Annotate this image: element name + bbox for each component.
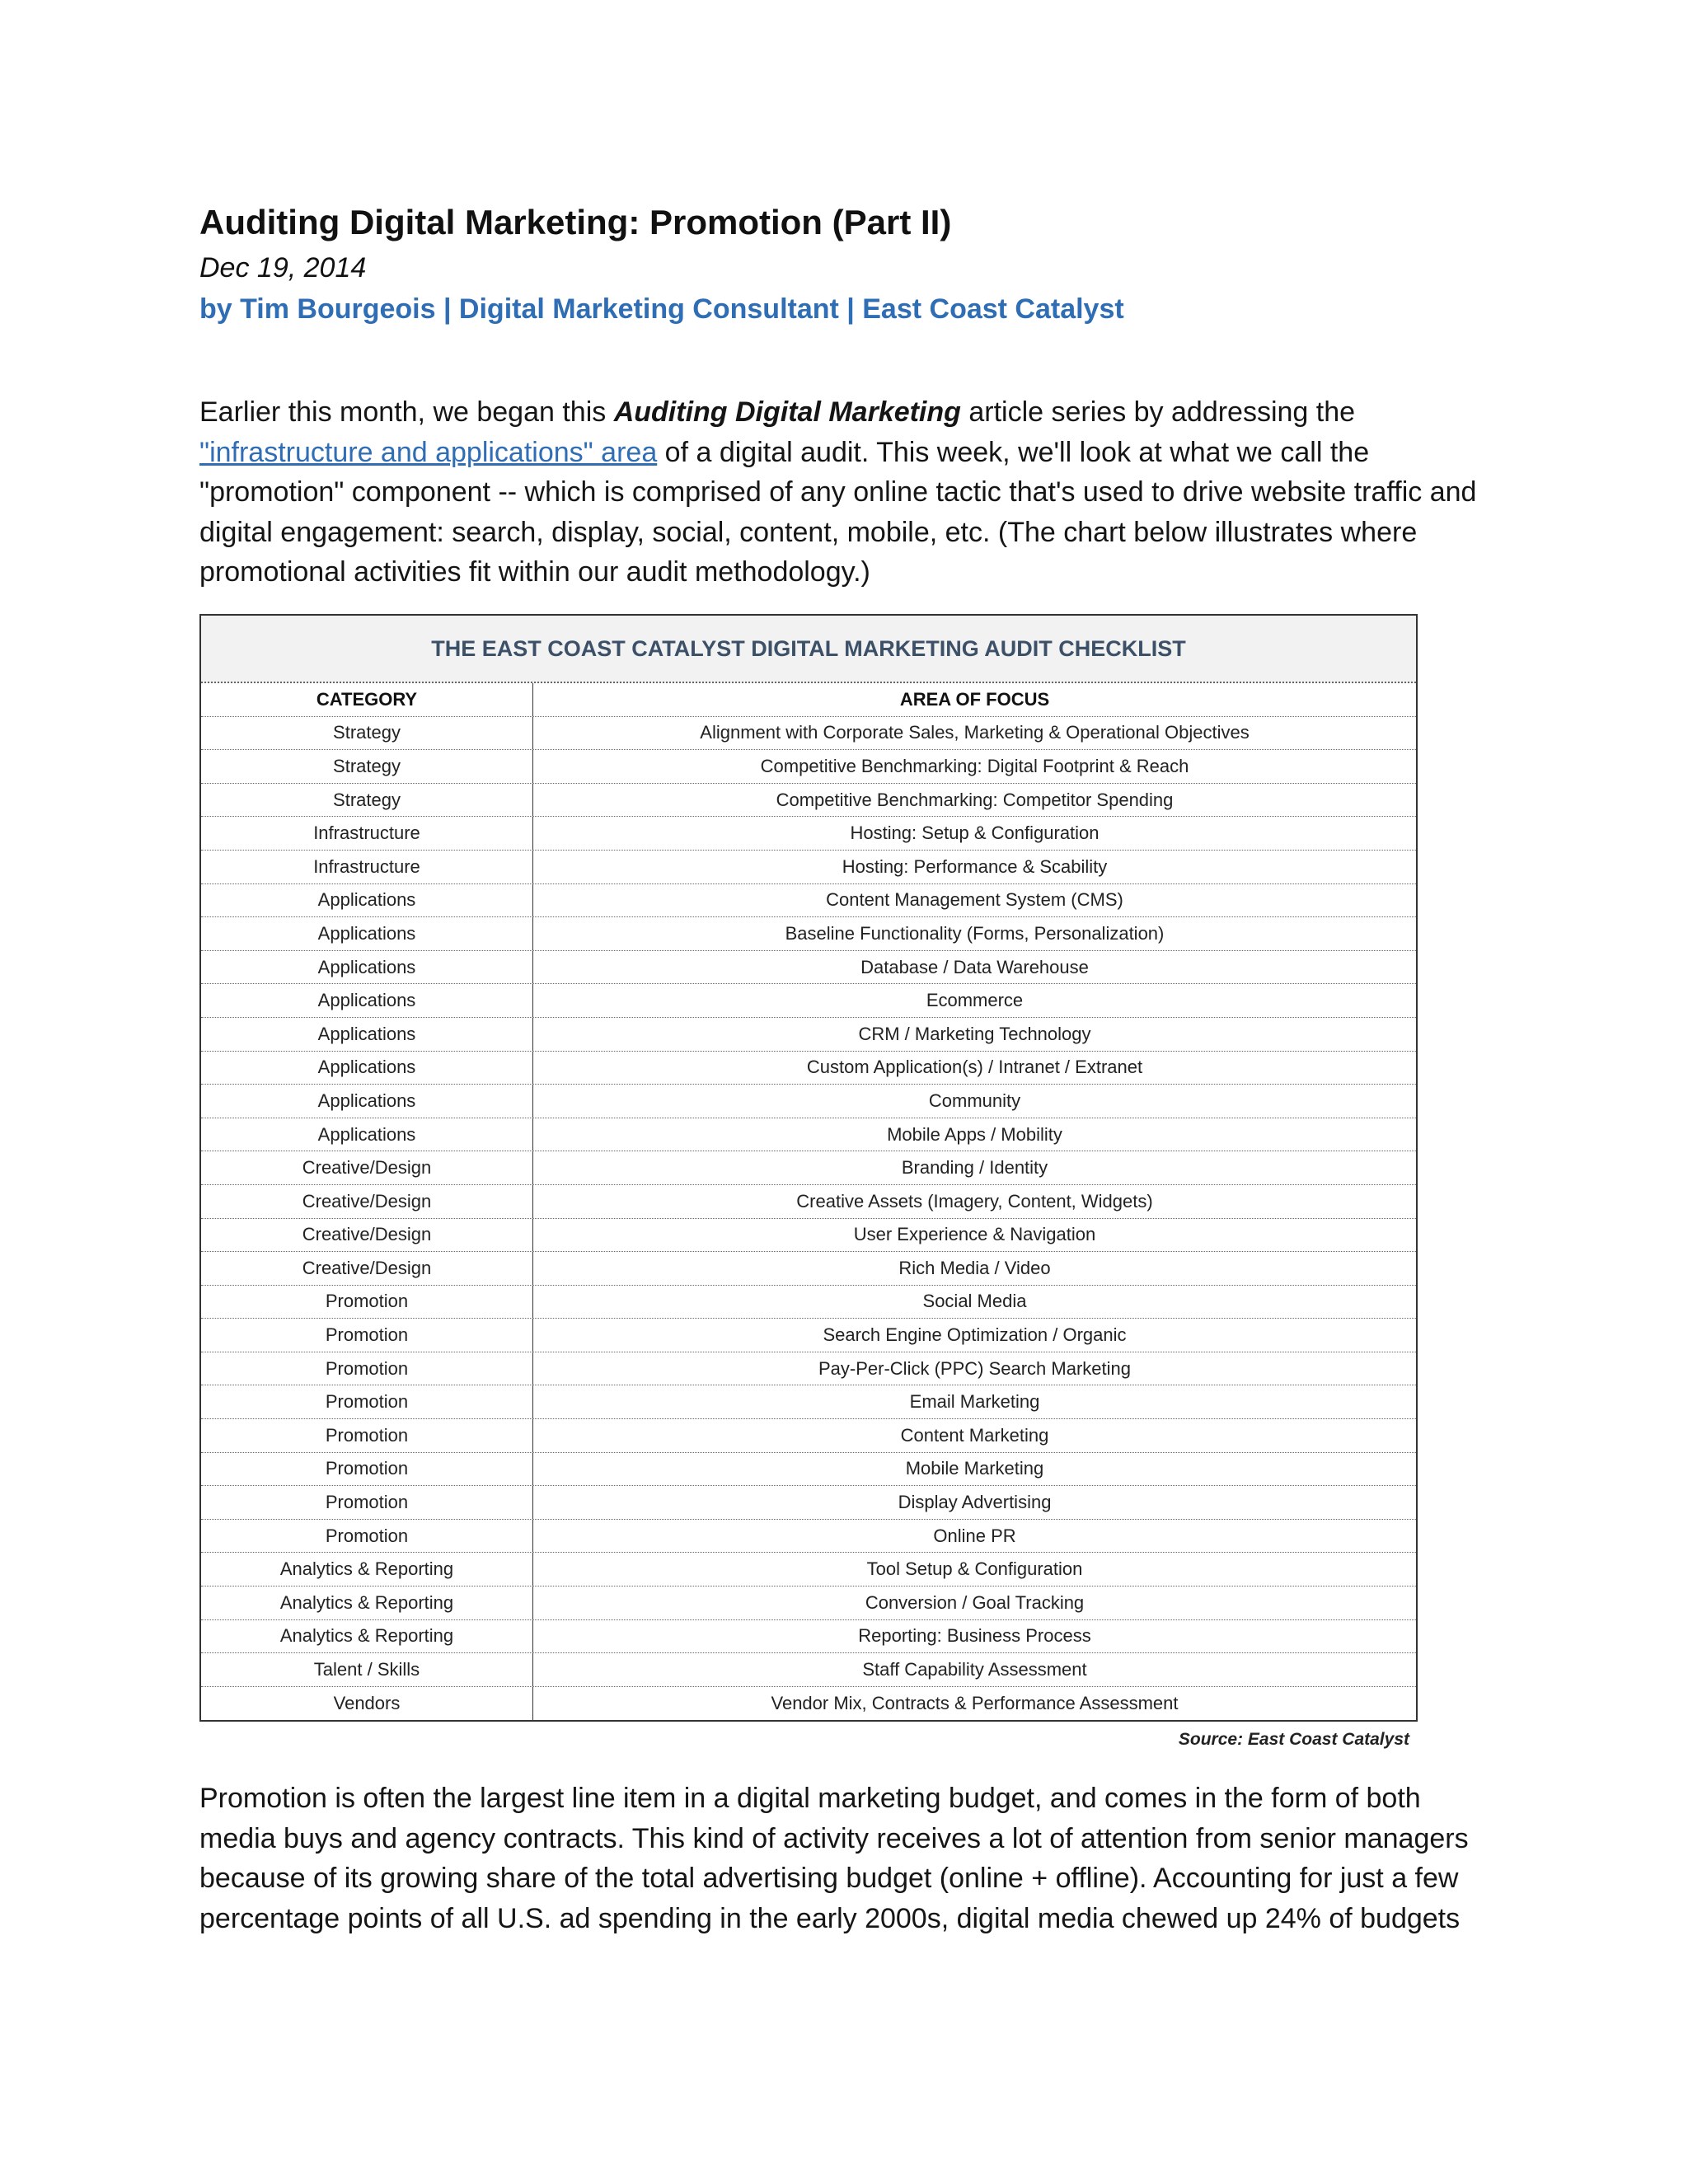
focus-header: AREA OF FOCUS xyxy=(899,688,1050,710)
intro-text-end: of a digital audit. This week, we'll look at what we call the "promotion" component -- which is comprised of any online tactic that's used to drive website traffic and digital engagement: search, display, social, content, mobile, etc. (The chart below illustrates where promotional activities fit within our audit methodology.) xyxy=(199,436,1477,588)
focus-cell: Mobile Marketing xyxy=(905,1458,1044,1479)
category-cell: Promotion xyxy=(201,1453,533,1486)
category-cell: Infrastructure xyxy=(201,851,533,883)
focus-cell: Content Marketing xyxy=(900,1424,1049,1446)
focus-cell: Display Advertising xyxy=(898,1492,1052,1513)
table-row xyxy=(201,750,1416,784)
table-row xyxy=(201,1252,1416,1286)
category-cell: Applications xyxy=(201,984,533,1017)
audit-checklist-figure xyxy=(199,614,1418,1750)
article-date: Dec 19, 2014 xyxy=(199,252,367,284)
table-row xyxy=(201,917,1416,951)
category-cell: Promotion xyxy=(201,1286,533,1319)
intro-text-start: Earlier this month, we began this xyxy=(199,396,614,428)
promotion-paragraph: Promotion is often the largest line item in a digital marketing budget, and comes in the form of both media buys and agency contracts. This kind of activity receives a lot of attention from senior managers because of its growing share of the total advertising budget (online + offline). Accounting for just a few percentage points of all U.S. ad spending in the early 2000s, digital media chewed up 24% of budgets xyxy=(199,1783,1469,1934)
category-cell: Promotion xyxy=(201,1352,533,1385)
category-cell: Applications xyxy=(201,1085,533,1118)
focus-cell: Hosting: Setup & Configuration xyxy=(850,823,1100,844)
focus-cell: Custom Application(s) / Intranet / Extranet xyxy=(806,1057,1143,1078)
table-row xyxy=(201,1052,1416,1085)
table-row xyxy=(201,1453,1416,1487)
focus-cell: Creative Assets (Imagery, Content, Widgets) xyxy=(796,1190,1153,1212)
table-row xyxy=(201,817,1416,851)
article-content xyxy=(199,198,1485,1934)
category-cell: Strategy xyxy=(201,717,533,750)
table-row xyxy=(201,1352,1416,1386)
table-row xyxy=(201,851,1416,884)
category-cell: Promotion xyxy=(201,1486,533,1519)
focus-cell: Mobile Apps / Mobility xyxy=(887,1123,1062,1145)
focus-cell: Online PR xyxy=(933,1525,1016,1546)
focus-cell: Branding / Identity xyxy=(901,1157,1048,1179)
table-row xyxy=(201,1419,1416,1453)
focus-cell: Tool Setup & Configuration xyxy=(866,1558,1083,1580)
focus-cell: Baseline Functionality (Forms, Personalization) xyxy=(785,922,1165,944)
focus-cell: User Experience & Navigation xyxy=(853,1224,1096,1245)
focus-cell: Social Media xyxy=(922,1291,1027,1312)
focus-cell: Staff Capability Assessment xyxy=(862,1659,1087,1680)
table-row xyxy=(201,984,1416,1018)
category-cell: Creative/Design xyxy=(201,1219,533,1252)
table-row xyxy=(201,1219,1416,1253)
table-row xyxy=(201,717,1416,751)
focus-cell: Rich Media / Video xyxy=(898,1257,1051,1278)
focus-cell: Search Engine Optimization / Organic xyxy=(823,1324,1127,1346)
focus-cell: Reporting: Business Process xyxy=(858,1625,1091,1647)
focus-cell: Content Management System (CMS) xyxy=(826,889,1123,911)
category-cell: Infrastructure xyxy=(201,817,533,850)
category-cell: Applications xyxy=(201,917,533,950)
focus-cell: Conversion / Goal Tracking xyxy=(865,1591,1085,1613)
table-row xyxy=(201,1553,1416,1586)
focus-cell: Ecommerce xyxy=(926,990,1024,1011)
table-title: THE EAST COAST CATALYST DIGITAL MARKETING AUDIT CHECKLIST xyxy=(201,616,1416,683)
focus-cell: Alignment with Corporate Sales, Marketing & Operational Objectives xyxy=(700,722,1250,743)
category-cell: Analytics & Reporting xyxy=(201,1586,533,1619)
table-source: Source: East Coast Catalyst xyxy=(1178,1730,1409,1750)
table-header-row xyxy=(201,683,1416,717)
category-cell: Analytics & Reporting xyxy=(201,1620,533,1653)
table-row xyxy=(201,1385,1416,1419)
category-header: CATEGORY xyxy=(201,683,533,716)
audit-checklist-table xyxy=(199,614,1418,1722)
intro-text-middle: article series by addressing the xyxy=(960,396,1356,428)
table-row xyxy=(201,1520,1416,1554)
table-row xyxy=(201,784,1416,818)
table-row xyxy=(201,1486,1416,1520)
table-row xyxy=(201,1118,1416,1152)
table-row xyxy=(201,1018,1416,1052)
category-cell: Strategy xyxy=(201,784,533,817)
category-cell: Creative/Design xyxy=(201,1252,533,1285)
category-cell: Applications xyxy=(201,1018,533,1051)
focus-cell: Community xyxy=(928,1090,1021,1111)
focus-cell: Email Marketing xyxy=(909,1391,1040,1413)
category-cell: Vendors xyxy=(201,1687,533,1721)
category-cell: Promotion xyxy=(201,1385,533,1418)
category-cell: Applications xyxy=(201,1052,533,1085)
category-cell: Applications xyxy=(201,951,533,984)
table-row xyxy=(201,1085,1416,1118)
category-cell: Creative/Design xyxy=(201,1185,533,1218)
focus-cell: Competitive Benchmarking: Digital Footprint & Reach xyxy=(760,755,1189,776)
table-row xyxy=(201,1286,1416,1319)
focus-cell: Competitive Benchmarking: Competitor Spending xyxy=(776,789,1174,810)
focus-cell: Vendor Mix, Contracts & Performance Assessment xyxy=(771,1693,1179,1714)
category-cell: Applications xyxy=(201,884,533,917)
table-row xyxy=(201,1687,1416,1721)
category-cell: Applications xyxy=(201,1118,533,1151)
table-row xyxy=(201,1319,1416,1352)
focus-cell: Hosting: Performance & Scability xyxy=(842,855,1108,877)
focus-cell: CRM / Marketing Technology xyxy=(858,1023,1091,1044)
focus-cell: Pay-Per-Click (PPC) Search Marketing xyxy=(818,1357,1131,1379)
table-row xyxy=(201,884,1416,918)
category-cell: Promotion xyxy=(201,1419,533,1452)
category-cell: Analytics & Reporting xyxy=(201,1553,533,1586)
article-byline: by Tim Bourgeois | Digital Marketing Consultant | East Coast Catalyst xyxy=(199,293,1124,325)
table-row xyxy=(201,1151,1416,1185)
series-name: Auditing Digital Marketing xyxy=(613,396,961,428)
focus-cell: Database / Data Warehouse xyxy=(860,956,1089,977)
table-row xyxy=(201,951,1416,985)
table-row xyxy=(201,1586,1416,1620)
category-cell: Promotion xyxy=(201,1319,533,1352)
intro-paragraph xyxy=(199,392,1485,593)
category-cell: Creative/Design xyxy=(201,1151,533,1184)
infrastructure-applications-link[interactable]: "infrastructure and applications" area xyxy=(199,436,658,468)
table-row xyxy=(201,1185,1416,1219)
category-cell: Strategy xyxy=(201,750,533,783)
table-row xyxy=(201,1653,1416,1687)
table-body xyxy=(201,717,1416,1721)
article-title: Auditing Digital Marketing: Promotion (Part II) xyxy=(199,203,952,241)
category-cell: Promotion xyxy=(201,1520,533,1553)
category-cell: Talent / Skills xyxy=(201,1653,533,1686)
table-row xyxy=(201,1620,1416,1654)
